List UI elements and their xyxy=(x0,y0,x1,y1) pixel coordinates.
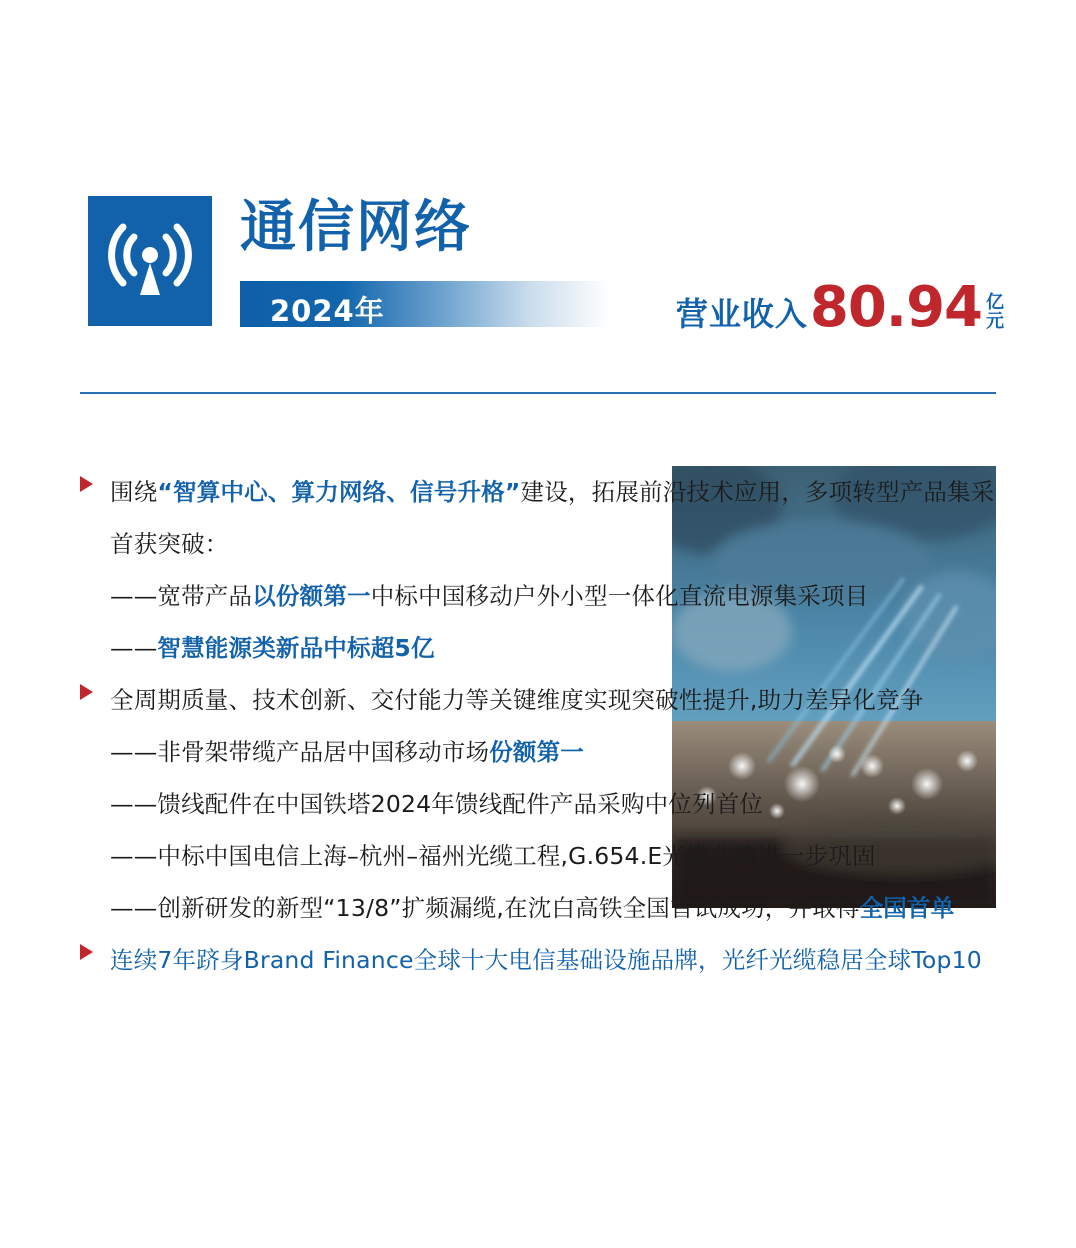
bullet-spacer xyxy=(80,726,110,752)
bullet-text-3: ——非骨架带缆产品居中国移动市场份额第一 ——馈线配件在中国铁塔2024年馈线配件产品采购中位列首位 ——中标中国电信上海–杭州–福州光缆工程,G.654.E光缆业绩进一步巩固 ——创新研发的新型“13/8”扩频漏缆,在沈白高铁全国首试成功，并取得全国首单 xyxy=(110,738,955,922)
bullet-text-1: 围绕“智算中心、算力网络、信号升格”建设，拓展前沿技术应用，多项转型产品集采首获突破： ——宽带产品以份额第一中标中国移动户外小型一体化直流电源集采项目 ——智慧能源类新品中标超5亿 xyxy=(110,478,995,662)
wifi-signal-icon xyxy=(88,196,212,326)
list-item xyxy=(80,726,996,934)
list-item xyxy=(80,934,996,986)
page-title: 通信网络 xyxy=(240,195,472,260)
revenue-unit-bottom: 元 xyxy=(986,311,1004,333)
section-title-block xyxy=(240,195,472,260)
triangle-bullet-icon xyxy=(80,674,110,700)
bullet-text-2: 全周期质量、技术创新、交付能力等关键维度实现突破性提升,助力差异化竞争 xyxy=(110,686,924,714)
bullet-list xyxy=(80,466,996,986)
header-divider xyxy=(80,392,996,394)
revenue-value: 80.94 xyxy=(809,275,982,341)
triangle-bullet-icon xyxy=(80,934,110,960)
bullet-text-4: 连续7年跻身Brand Finance全球十大电信基础设施品牌，光纤光缆稳居全球Top10 xyxy=(110,946,982,974)
revenue-unit xyxy=(986,294,1004,334)
revenue-block xyxy=(675,272,1004,341)
revenue-label: 营业收入 xyxy=(675,295,808,333)
page-header xyxy=(0,0,1076,400)
year-label: 2024年 xyxy=(270,294,385,328)
list-item xyxy=(80,466,996,674)
triangle-bullet-icon xyxy=(80,466,110,492)
revenue-unit-top: 亿 xyxy=(986,292,1004,314)
list-item xyxy=(80,674,996,726)
